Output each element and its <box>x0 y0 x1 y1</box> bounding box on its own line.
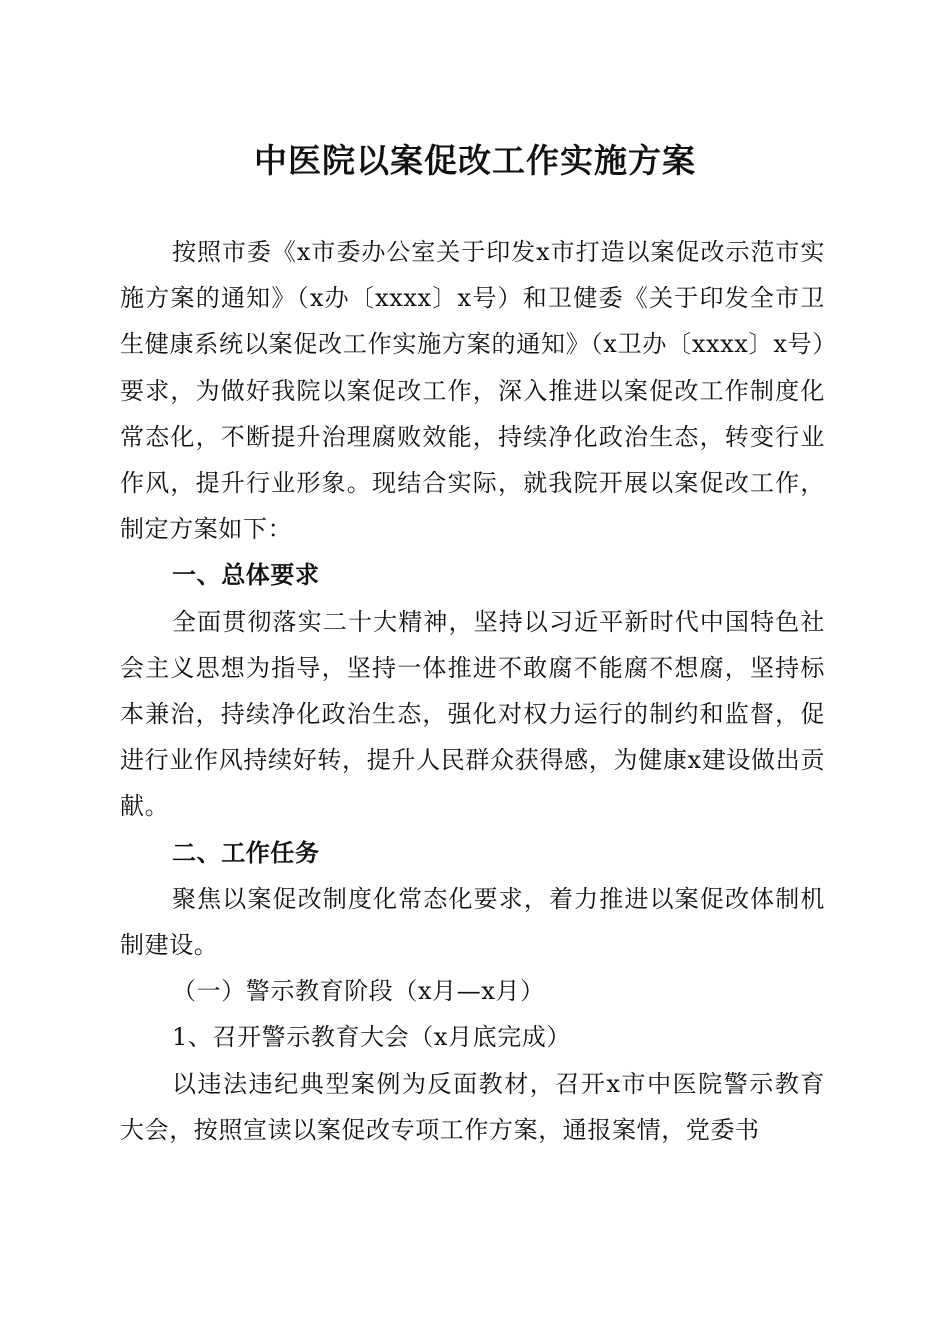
section-paragraph-overall-requirements: 全面贯彻落实二十大精神，坚持以习近平新时代中国特色社会主义思想为指导，坚持一体推进不敢腐不能腐不想腐，坚持标本兼治，持续净化政治生态，强化对权力运行的制约和监督，促进行业作风持续好转，提升人民群众获得感，为健康x建设做出贡献。 <box>120 607 825 821</box>
intro-paragraph: 按照市委《x市委办公室关于印发x市打造以案促改示范市实施方案的通知》（x办〔xxxx〕x号）和卫健委《关于印发全市卫生健康系统以案促改工作实施方案的通知》（x卫办〔xxxx〕x号）要求，为做好我院以案促改工作，深入推进以案促改工作制度化常态化，不断提升治理腐败效能，持续净化政治生态，转变行业作风，提升行业形象。现结合实际，就我院开展以案促改工作，制定方案如下： <box>120 238 825 544</box>
item-paragraph-warning-meeting: 以违法违纪典型案例为反面教材，召开x市中医院警示教育大会，按照宣读以案促改专项工作方案，通报案情，党委书 <box>120 1069 825 1144</box>
section-heading-overall-requirements: 一、总体要求 <box>172 561 320 590</box>
section-heading-work-tasks: 二、工作任务 <box>172 838 320 867</box>
subsection-heading-warning-education: （一）警示教育阶段（x月—x月） <box>172 977 545 1006</box>
document-title: 中医院以案促改工作实施方案 <box>254 141 696 180</box>
section-paragraph-work-tasks: 聚焦以案促改制度化常态化要求，着力推进以案促改体制机制建设。 <box>120 884 825 960</box>
item-heading-warning-meeting: 1、召开警示教育大会（x月底完成） <box>172 1023 572 1052</box>
document-body <box>120 229 825 1153</box>
